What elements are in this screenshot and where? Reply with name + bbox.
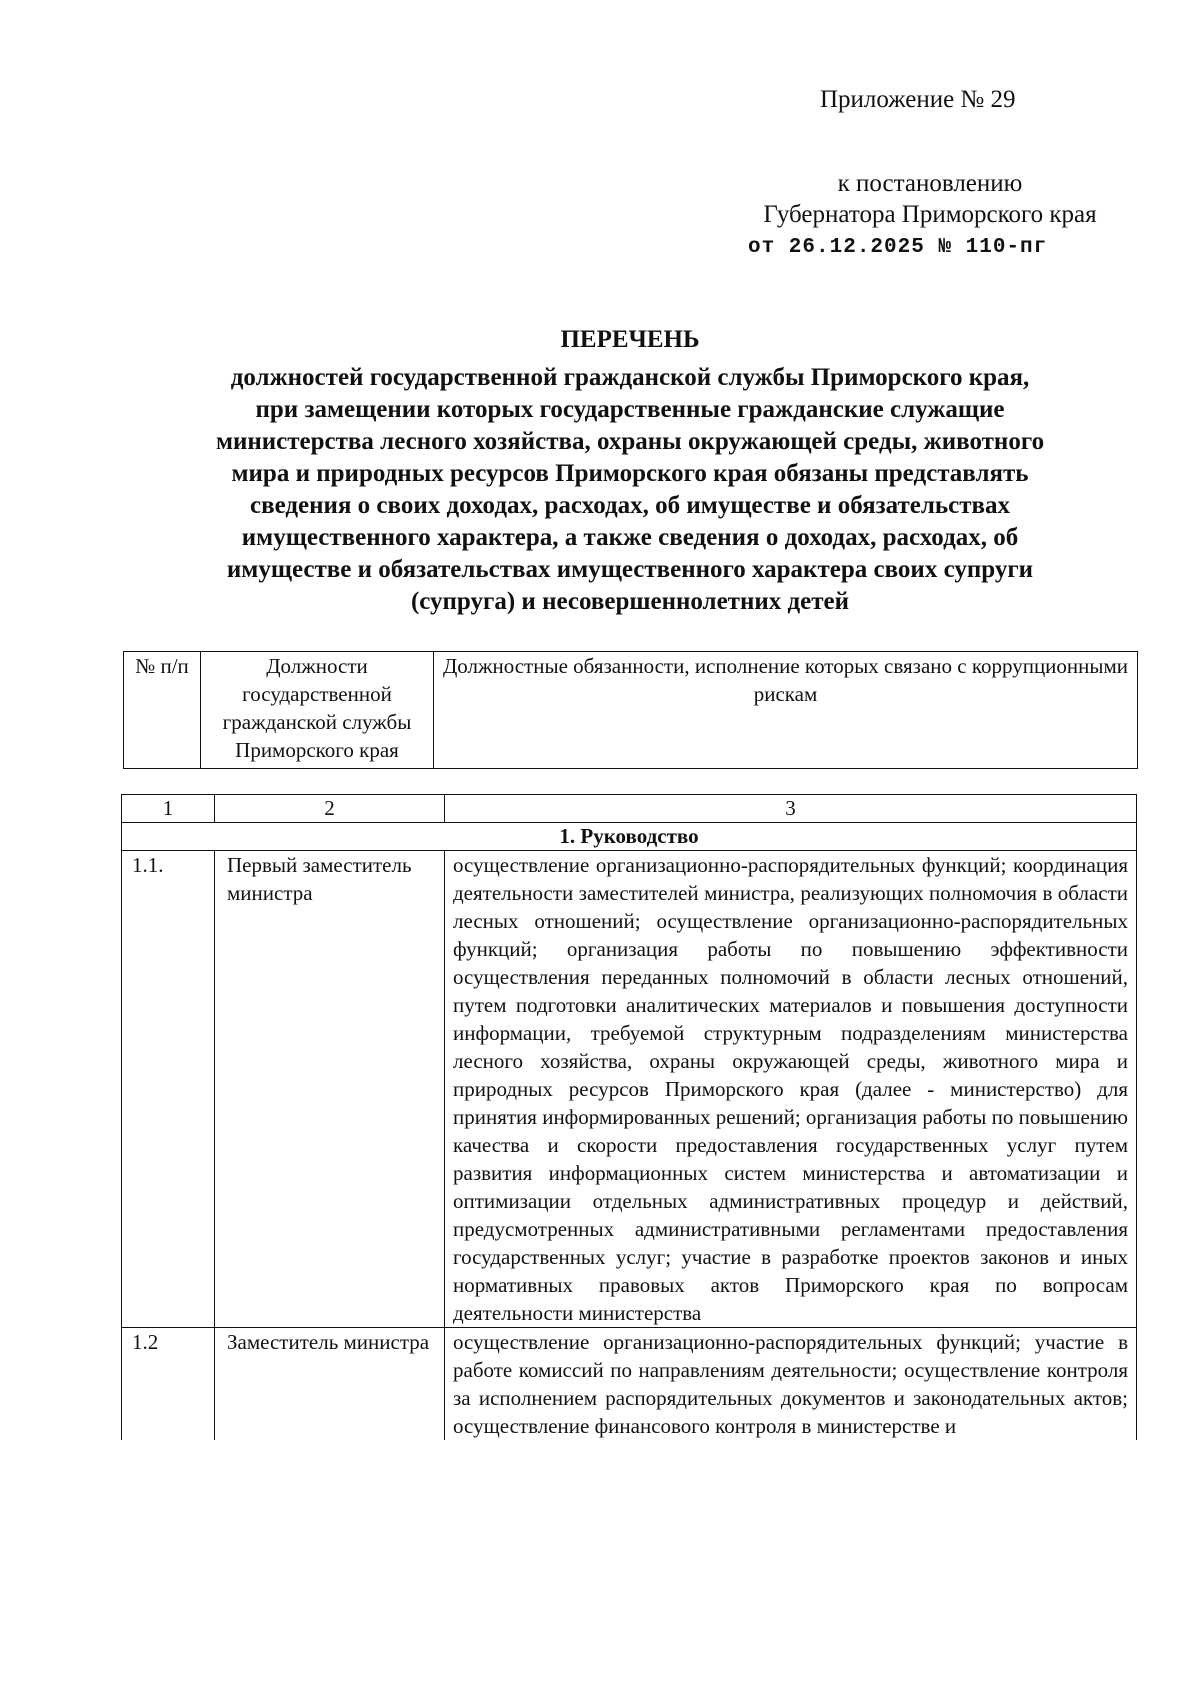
row-number: 1.1. [122, 851, 215, 1328]
row-number: 1.2 [122, 1328, 215, 1441]
subtitle-line: при замещении которых государственные гражданские служащие [255, 396, 1005, 423]
table-row [122, 851, 1137, 1328]
decree-line-2: Губернатора Приморского края [763, 201, 1097, 228]
subtitle-line: (супруга) и несовершеннолетних детей [410, 588, 850, 615]
subtitle-line: имуществе и обязательствах имущественного характера своих супруги [226, 556, 1034, 583]
document-title: ПЕРЕЧЕНЬ [560, 326, 700, 353]
subtitle-line: имущественного характера, а также сведения о доходах, расходах, об [241, 524, 1019, 551]
decree-reference [730, 168, 1130, 230]
column-number: 2 [215, 795, 445, 823]
column-number: 3 [445, 795, 1137, 823]
document-subtitle [120, 362, 1140, 618]
column-number: 1 [122, 795, 215, 823]
decree-number: от 26.12.2025 № 110-пг [748, 236, 1048, 259]
row-position: Первый заместитель министра [215, 851, 445, 1328]
row-duties: осуществление организационно-распорядительных функций; участие в работе комиссий по направлениям деятельности; осуществление контроля за исполнением распорядительных документов и законодательных актов; осуществление финансового контроля в министерстве и [445, 1328, 1137, 1441]
header-col-number: № п/п [124, 652, 201, 769]
subtitle-line: должностей государственной гражданской службы Приморского края, [230, 364, 1030, 391]
row-position: Заместитель министра [215, 1328, 445, 1441]
section-title: 1. Руководство [122, 823, 1137, 851]
decree-line-1: к постановлению [837, 170, 1023, 197]
row-duties: осуществление организационно-распорядительных функций; координация деятельности заместителей министра, реализующих полномочия в области лесных отношений; осуществление организационно-распорядительных функций; организация работы по повышению эффективности осуществления переданных полномочий в области лесных отношений, путем подготовки аналитических материалов и повышения доступности информации, требуемой структурным подразделениям министерства лесного хозяйства, охраны окружающей среды, животного мира и природных ресурсов Приморского края (далее - министерство) для принятия информированных решений; организация работы по повышению качества и скорости предоставления государственных услуг путем развития информационных систем министерства и автоматизации и оптимизации отдельных административных процедур и действий, предусмотренных административными регламентами предоставления государственных услуг; участие в разработке проектов законов и иных нормативных правовых актов Приморского края по вопросам деятельности министерства [445, 851, 1137, 1328]
header-col-position: Должности государственной гражданской службы Приморского края [201, 652, 434, 769]
table-header [123, 651, 1138, 769]
section-row [122, 823, 1137, 851]
table-row [122, 1328, 1137, 1441]
column-number-row [122, 795, 1137, 823]
subtitle-line: министерства лесного хозяйства, охраны окружающей среды, животного [215, 428, 1045, 455]
subtitle-line: сведения о своих доходах, расходах, об имуществе и обязательствах [249, 492, 1011, 519]
positions-table [121, 794, 1137, 1440]
appendix-label: Приложение № 29 [820, 86, 1016, 113]
header-col-duties: Должностные обязанности, исполнение которых связано с коррупционными рискам [434, 652, 1138, 769]
subtitle-line: мира и природных ресурсов Приморского края обязаны представлять [231, 460, 1029, 487]
